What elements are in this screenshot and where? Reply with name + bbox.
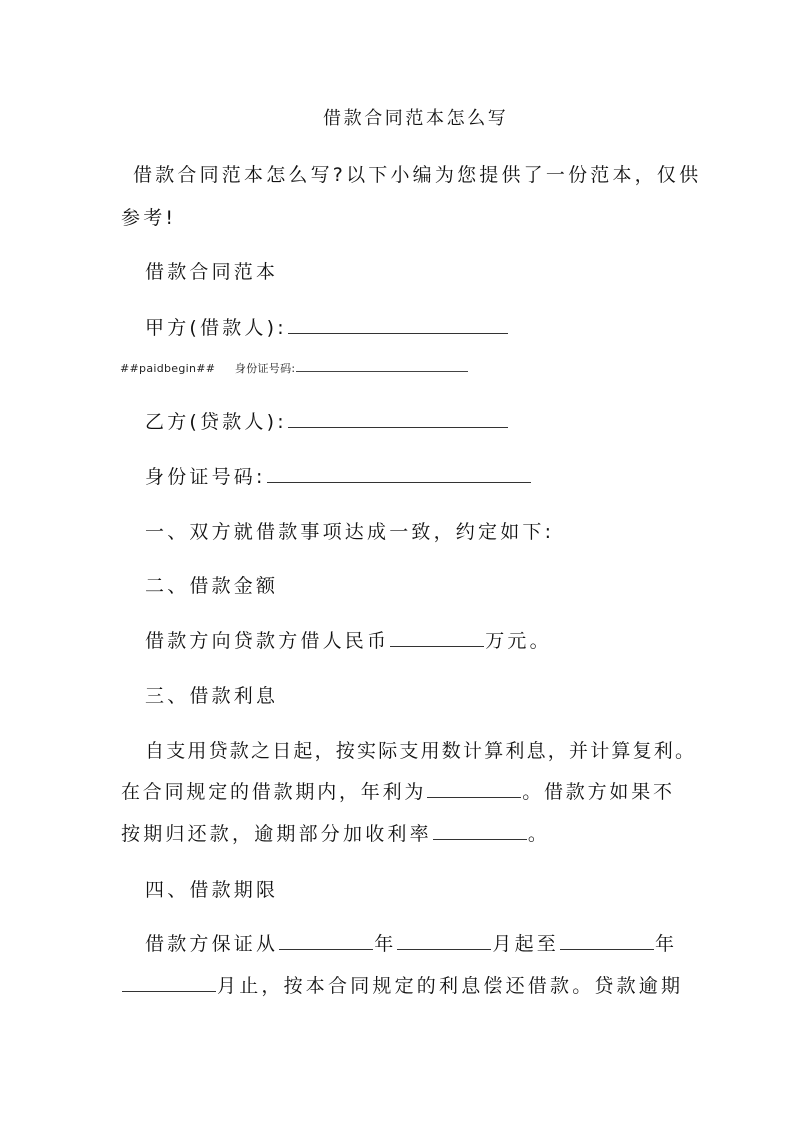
intro-paragraph-line-2: 参考! xyxy=(121,207,177,229)
party-b-blank[interactable] xyxy=(288,409,508,428)
term-line1-a: 借款方保证从 xyxy=(145,933,279,955)
interest-line2-suffix: 。借款方如果不 xyxy=(522,781,675,803)
interest-clause-line-3 xyxy=(121,819,550,846)
id-number-blank[interactable] xyxy=(267,464,531,483)
id-blank-small[interactable] xyxy=(296,362,468,372)
interest-line2-prefix: 在合同规定的借款期内，年利为 xyxy=(121,781,427,803)
party-b-field xyxy=(145,407,509,434)
interest-clause-line-2 xyxy=(121,777,675,804)
party-a-blank[interactable] xyxy=(288,315,508,334)
interest-line3-prefix: 按期归还款，逾期部分加收利率 xyxy=(121,823,432,845)
amount-blank[interactable] xyxy=(390,628,484,647)
start-month-blank[interactable] xyxy=(397,931,491,950)
contract-subtitle: 借款合同范本 xyxy=(145,261,279,283)
section-2-heading: 二、借款金额 xyxy=(145,575,279,597)
id-number-label: 身份证号码: xyxy=(145,466,266,488)
party-a-label: 甲方(借款人): xyxy=(145,317,287,339)
interest-line3-suffix: 。 xyxy=(527,823,551,845)
overdue-rate-blank[interactable] xyxy=(433,821,527,840)
term-line1-c: 月起至 xyxy=(492,933,560,955)
term-line2-suffix: 月止，按本合同规定的利息偿还借款。贷款逾期 xyxy=(217,975,684,997)
paid-marker-line xyxy=(120,360,469,376)
section-3-heading: 三、借款利息 xyxy=(145,685,279,707)
term-clause-line-1 xyxy=(145,929,677,956)
term-clause-line-2 xyxy=(121,971,683,998)
term-line1-d: 年 xyxy=(655,933,678,955)
id-number-field xyxy=(145,462,532,489)
amount-suffix: 万元。 xyxy=(485,630,552,652)
party-a-field xyxy=(145,313,509,340)
end-month-blank[interactable] xyxy=(122,973,216,992)
end-year-blank[interactable] xyxy=(560,931,654,950)
term-line1-b: 年 xyxy=(374,933,397,955)
interest-clause-line-1: 自支用贷款之日起，按实际支用数计算利息，并计算复利。 xyxy=(145,740,697,762)
start-year-blank[interactable] xyxy=(279,931,373,950)
amount-prefix: 借款方向贷款方借人民币 xyxy=(145,630,390,652)
paid-marker: ##paidbegin## xyxy=(120,362,216,375)
annual-rate-blank[interactable] xyxy=(427,779,521,798)
id-label-small: 身份证号码: xyxy=(234,362,296,375)
section-4-heading: 四、借款期限 xyxy=(145,879,279,901)
intro-paragraph-line-1: 借款合同范本怎么写?以下小编为您提供了一份范本，仅供 xyxy=(133,164,702,186)
document-title: 借款合同范本怎么写 xyxy=(323,108,509,129)
section-1-heading: 一、双方就借款事项达成一致，约定如下: xyxy=(145,521,555,543)
amount-clause xyxy=(145,626,552,653)
party-b-label: 乙方(贷款人): xyxy=(145,411,287,433)
